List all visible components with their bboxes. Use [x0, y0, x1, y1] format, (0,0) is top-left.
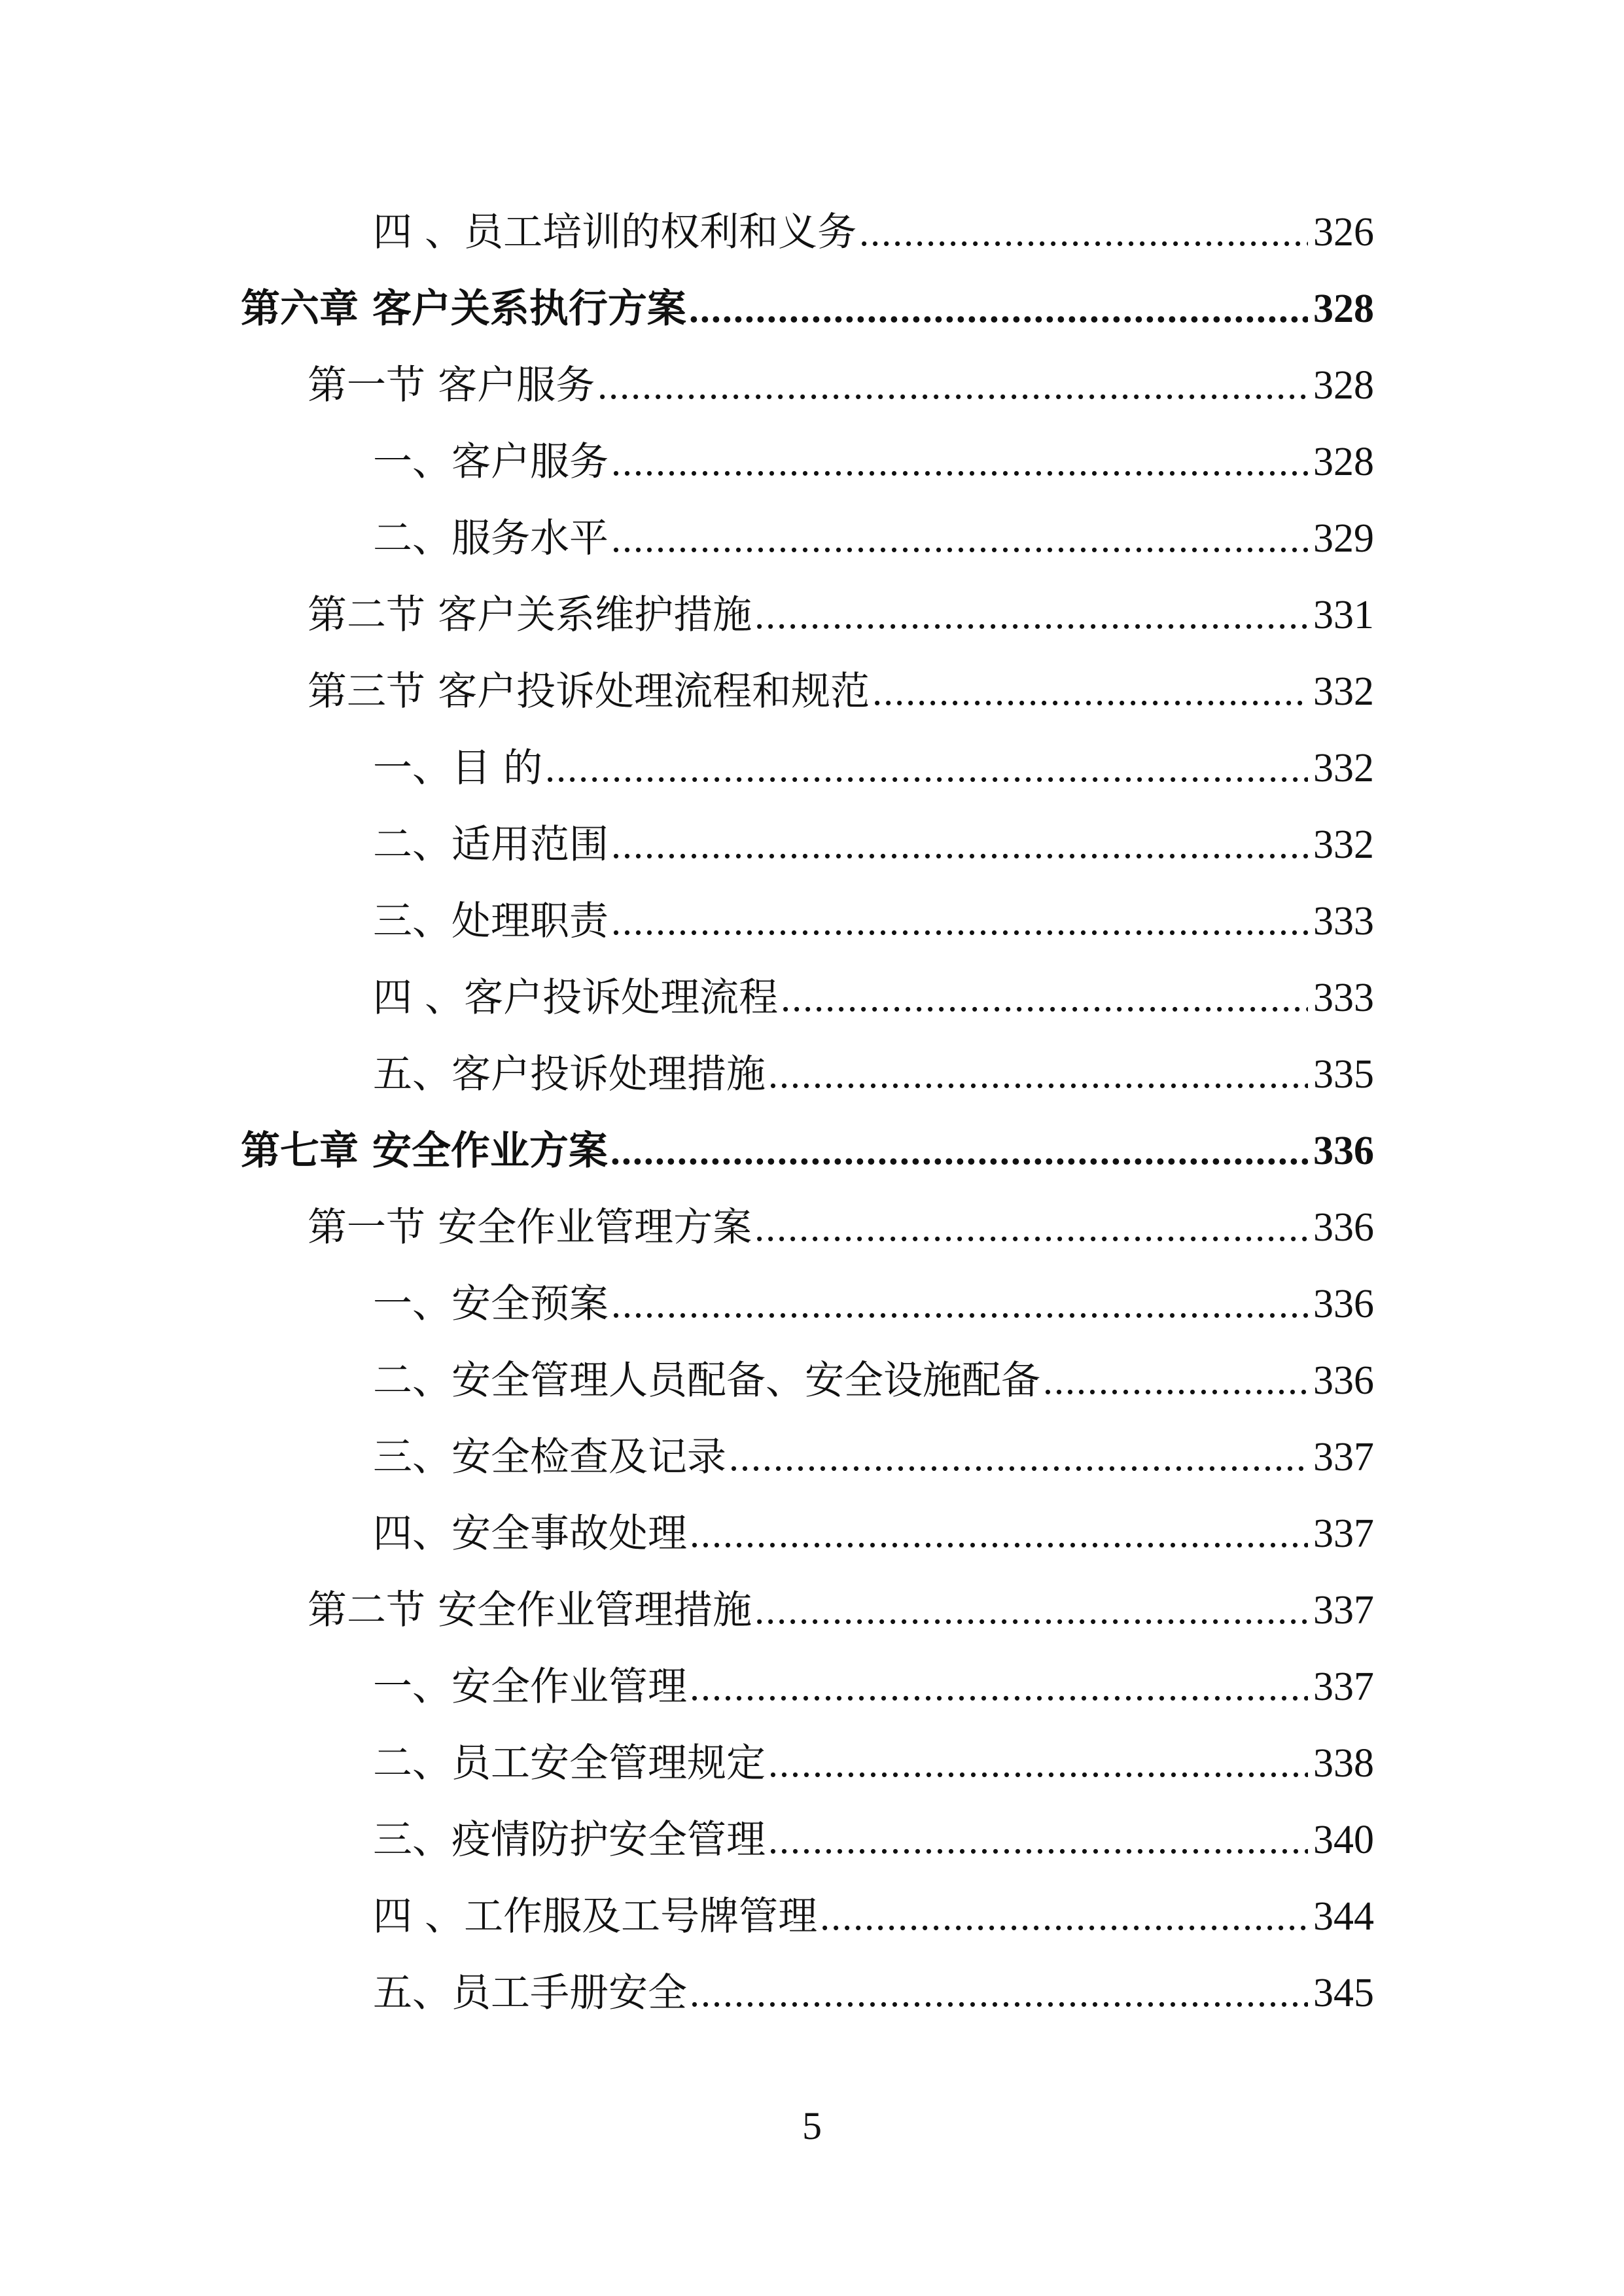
toc-entry-title: 一、客户服务: [373, 439, 609, 485]
toc-entry-title: 一、安全作业管理: [373, 1664, 687, 1710]
toc-entry-page: 331: [1313, 593, 1374, 637]
toc-entry-title: 四 、客户投诉处理流程: [373, 975, 779, 1021]
dot-leader: [689, 276, 1308, 342]
toc-entry-title: 二、安全管理人员配备、安全设施配备: [373, 1358, 1040, 1404]
toc-entry-page: 332: [1313, 822, 1374, 867]
toc-entry-page: 333: [1313, 976, 1374, 1020]
dot-leader: [768, 1042, 1308, 1107]
toc-entry[interactable]: [373, 1884, 1374, 1949]
dot-leader: [754, 582, 1308, 648]
toc-entry[interactable]: [373, 889, 1374, 954]
toc-entry-page: 328: [1313, 363, 1374, 408]
toc-entry-page: 338: [1313, 1741, 1374, 1786]
toc-entry-title: 三、安全检查及记录: [373, 1434, 726, 1480]
toc-entry-title: 五、员工手册安全: [373, 1970, 687, 2016]
toc-entry-title: 二、员工安全管理规定: [373, 1740, 766, 1786]
dot-leader: [872, 659, 1308, 724]
toc-entry-title: 三、疫情防护安全管理: [373, 1817, 766, 1863]
dot-leader: [611, 506, 1308, 571]
toc-entry-chapter[interactable]: [241, 1118, 1374, 1184]
toc-entry[interactable]: [373, 965, 1374, 1031]
toc-entry-section[interactable]: [308, 1578, 1374, 1643]
toc-entry[interactable]: [373, 1960, 1374, 2026]
dot-leader: [611, 889, 1308, 954]
toc-entry[interactable]: [373, 429, 1374, 495]
toc-entry-title: 第六章 客户关系执行方案: [241, 286, 686, 332]
toc-entry[interactable]: [373, 812, 1374, 877]
toc-entry[interactable]: [373, 200, 1374, 265]
toc-entry-page: 337: [1313, 1665, 1374, 1709]
toc-entry-title: 二、服务水平: [373, 516, 609, 561]
toc-entry-title: 第一节 安全作业管理方案: [308, 1205, 752, 1250]
toc-entry-page: 337: [1313, 1511, 1374, 1556]
dot-leader: [690, 1960, 1308, 2026]
dot-leader: [611, 812, 1308, 877]
dot-leader: [768, 1807, 1308, 1873]
toc-entry-title: 四 、员工培训的权利和义务: [373, 209, 857, 255]
toc-entry-title: 一、安全预案: [373, 1281, 609, 1327]
toc-entry[interactable]: [373, 506, 1374, 571]
dot-leader: [690, 1654, 1308, 1720]
toc-entry-section[interactable]: [308, 659, 1374, 724]
dot-leader: [597, 353, 1308, 418]
toc-entry-page: 337: [1313, 1435, 1374, 1479]
toc-entry-page: 328: [1313, 287, 1374, 331]
toc-entry-title: 第三节 客户投诉处理流程和规范: [308, 669, 870, 715]
toc-entry-title: 一、目 的: [373, 745, 543, 791]
dot-leader: [754, 1578, 1308, 1643]
toc-entry-title: 四、安全事故处理: [373, 1511, 687, 1557]
dot-leader: [690, 1501, 1308, 1566]
dot-leader: [820, 1884, 1308, 1949]
dot-leader: [611, 429, 1308, 495]
toc-entry-section[interactable]: [308, 582, 1374, 648]
toc-entry-page: 332: [1313, 746, 1374, 790]
toc-entry[interactable]: [373, 1042, 1374, 1107]
dot-leader: [729, 1424, 1308, 1490]
toc-entry[interactable]: [373, 1501, 1374, 1566]
dot-leader: [754, 1195, 1308, 1260]
toc-entry-page: 340: [1313, 1818, 1374, 1862]
toc-entry-title: 第二节 安全作业管理措施: [308, 1587, 752, 1633]
toc-entry[interactable]: [373, 1424, 1374, 1490]
toc-entry-page: 336: [1313, 1129, 1374, 1173]
toc-entry-page: 336: [1313, 1358, 1374, 1403]
toc-entry[interactable]: [373, 1348, 1374, 1413]
toc-entry-page: 329: [1313, 516, 1374, 561]
dot-leader: [1043, 1348, 1308, 1413]
toc-entry-title: 第一节 客户服务: [308, 362, 595, 408]
toc-entry-title: 四 、工作服及工号牌管理: [373, 1894, 818, 1939]
toc-entry[interactable]: [373, 1731, 1374, 1796]
toc-entry-page: 335: [1313, 1052, 1374, 1097]
toc-entry-page: 344: [1313, 1894, 1374, 1939]
toc-entry-page: 336: [1313, 1282, 1374, 1326]
dot-leader: [545, 735, 1308, 801]
toc-entry-chapter[interactable]: [241, 276, 1374, 342]
toc-entry-page: 337: [1313, 1588, 1374, 1633]
toc-entry-page: 336: [1313, 1205, 1374, 1250]
dot-leader: [768, 1731, 1308, 1796]
toc-entry-page: 332: [1313, 669, 1374, 714]
page-number: 5: [802, 2104, 822, 2147]
toc-entry-section[interactable]: [308, 353, 1374, 418]
toc-entry-page: 328: [1313, 440, 1374, 484]
toc-entry-page: 326: [1313, 210, 1374, 255]
toc-entry-title: 第七章 安全作业方案: [241, 1128, 608, 1174]
toc-entry[interactable]: [373, 1654, 1374, 1720]
toc-entry-title: 五、客户投诉处理措施: [373, 1051, 766, 1097]
toc-entry[interactable]: [373, 735, 1374, 801]
dot-leader: [859, 200, 1308, 265]
toc-entry[interactable]: [373, 1807, 1374, 1873]
toc-entry-section[interactable]: [308, 1195, 1374, 1260]
toc-entry-title: 第二节 客户关系维护措施: [308, 592, 752, 638]
dot-leader: [611, 1271, 1308, 1337]
toc-entry-title: 三、处理职责: [373, 898, 609, 944]
dot-leader: [610, 1118, 1308, 1184]
dot-leader: [781, 965, 1308, 1031]
toc-entry-page: 345: [1313, 1971, 1374, 2015]
toc-entry[interactable]: [373, 1271, 1374, 1337]
toc-entry-title: 二、适用范围: [373, 822, 609, 868]
toc-entry-page: 333: [1313, 899, 1374, 944]
